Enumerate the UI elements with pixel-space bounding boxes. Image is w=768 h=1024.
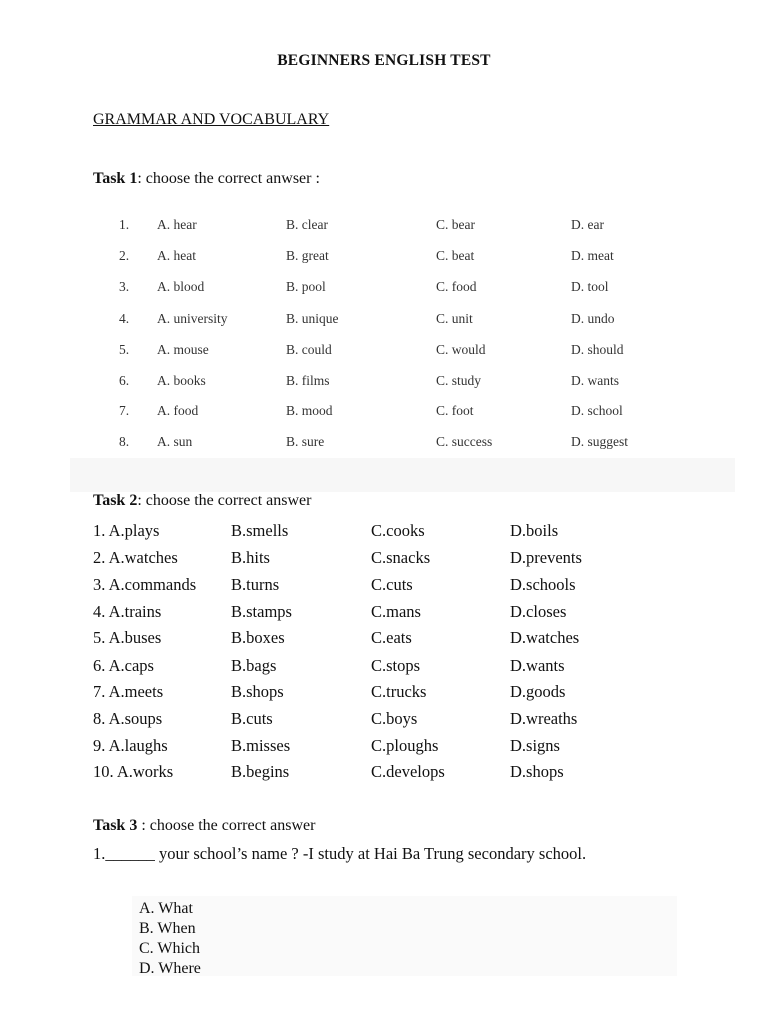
task2-option-a[interactable]: 1. A.plays bbox=[93, 521, 160, 540]
task2-option-d[interactable]: D.schools bbox=[510, 575, 576, 594]
task1-row bbox=[0, 311, 768, 331]
task1-label: Task 1 bbox=[93, 170, 138, 187]
task2-option-d[interactable]: D.watches bbox=[510, 628, 580, 647]
task1-option-b[interactable]: B. unique bbox=[286, 311, 339, 326]
option-c[interactable]: C. Which bbox=[139, 940, 201, 957]
task1-option-a[interactable]: A. university bbox=[157, 311, 228, 326]
task3-heading bbox=[93, 817, 315, 835]
task1-row bbox=[0, 434, 768, 454]
task2-option-d[interactable]: D.boils bbox=[510, 521, 559, 540]
task1-option-c[interactable]: C. study bbox=[436, 373, 482, 388]
task2-option-c[interactable]: C.snacks bbox=[371, 548, 431, 567]
task2-option-a[interactable]: 6. A.caps bbox=[93, 656, 154, 675]
task1-heading bbox=[93, 170, 320, 188]
task3-instruction: : choose the correct answer bbox=[137, 817, 316, 834]
task1-option-b[interactable]: B. clear bbox=[286, 217, 328, 232]
task2-heading bbox=[93, 492, 311, 510]
option-d[interactable]: D. Where bbox=[139, 960, 201, 977]
task2-option-b[interactable]: B.cuts bbox=[231, 709, 273, 728]
task2-row bbox=[0, 656, 768, 680]
task1-option-c[interactable]: C. bear bbox=[436, 217, 475, 232]
task2-option-d[interactable]: D.wreaths bbox=[510, 709, 578, 728]
task2-option-b[interactable]: B.hits bbox=[231, 548, 270, 567]
task2-option-c[interactable]: C.stops bbox=[371, 656, 421, 675]
option-b[interactable]: B. When bbox=[139, 920, 196, 937]
task1-option-a[interactable]: A. hear bbox=[157, 217, 197, 232]
task2-option-c[interactable]: C.cuts bbox=[371, 575, 413, 594]
task1-item-number: 1. bbox=[119, 217, 130, 232]
task2-option-a[interactable]: 9. A.laughs bbox=[93, 736, 168, 755]
task2-option-b[interactable]: B.boxes bbox=[231, 628, 285, 647]
task1-option-b[interactable]: B. mood bbox=[286, 403, 333, 418]
task2-option-c[interactable]: C.mans bbox=[371, 602, 421, 621]
task2-row bbox=[0, 709, 768, 733]
task2-option-c[interactable]: C.ploughs bbox=[371, 736, 439, 755]
task1-option-b[interactable]: B. films bbox=[286, 373, 330, 388]
task3-question: 1.______ your school’s name ? -I study at Hai Ba Trung secondary school. bbox=[93, 844, 587, 863]
task1-row bbox=[0, 279, 768, 299]
task1-row bbox=[0, 342, 768, 362]
task2-option-b[interactable]: B.bags bbox=[231, 656, 277, 675]
option-a[interactable]: A. What bbox=[139, 900, 193, 917]
task1-option-c[interactable]: C. unit bbox=[436, 311, 473, 326]
task1-option-b[interactable]: B. great bbox=[286, 248, 329, 263]
task1-scan-shadow bbox=[70, 458, 735, 492]
task1-option-d[interactable]: D. tool bbox=[571, 279, 609, 294]
task2-option-c[interactable]: C.boys bbox=[371, 709, 418, 728]
task2-row bbox=[0, 548, 768, 572]
task1-instruction: : choose the correct anwser : bbox=[137, 170, 320, 187]
task2-option-c[interactable]: C.cooks bbox=[371, 521, 425, 540]
task1-option-d[interactable]: D. should bbox=[571, 342, 624, 357]
task2-option-a[interactable]: 7. A.meets bbox=[93, 682, 164, 701]
task2-option-d[interactable]: D.shops bbox=[510, 762, 564, 781]
task1-option-c[interactable]: C. would bbox=[436, 342, 486, 357]
task2-row bbox=[0, 682, 768, 706]
task2-option-a[interactable]: 2. A.watches bbox=[93, 548, 178, 567]
task1-option-a[interactable]: A. food bbox=[157, 403, 199, 418]
task1-option-b[interactable]: B. could bbox=[286, 342, 332, 357]
task2-row bbox=[0, 762, 768, 786]
task2-option-a[interactable]: 4. A.trains bbox=[93, 602, 162, 621]
task2-row bbox=[0, 736, 768, 760]
task2-option-d[interactable]: D.signs bbox=[510, 736, 560, 755]
task2-option-b[interactable]: B.smells bbox=[231, 521, 289, 540]
task2-option-c[interactable]: C.eats bbox=[371, 628, 412, 647]
task1-option-c[interactable]: C. success bbox=[436, 434, 493, 449]
task2-option-b[interactable]: B.misses bbox=[231, 736, 291, 755]
task2-row bbox=[0, 521, 768, 545]
task2-option-b[interactable]: B.turns bbox=[231, 575, 280, 594]
task1-option-a[interactable]: A. heat bbox=[157, 248, 196, 263]
task2-option-a[interactable]: 3. A.commands bbox=[93, 575, 197, 594]
task3-options-shadow bbox=[132, 896, 677, 976]
task1-option-d[interactable]: D. school bbox=[571, 403, 623, 418]
task1-option-d[interactable]: D. meat bbox=[571, 248, 614, 263]
task1-item-number: 8. bbox=[119, 434, 130, 449]
task2-option-d[interactable]: D.goods bbox=[510, 682, 566, 701]
task1-row bbox=[0, 248, 768, 268]
task1-row bbox=[0, 403, 768, 423]
task1-option-d[interactable]: D. undo bbox=[571, 311, 615, 326]
task2-option-a[interactable]: 5. A.buses bbox=[93, 628, 162, 647]
page-title: BEGINNERS ENGLISH TEST bbox=[277, 52, 491, 69]
task3-label: Task 3 bbox=[93, 817, 138, 834]
task1-option-d[interactable]: D. wants bbox=[571, 373, 619, 388]
task2-option-a[interactable]: 10. A.works bbox=[93, 762, 174, 781]
task1-option-c[interactable]: C. beat bbox=[436, 248, 475, 263]
task1-item-number: 2. bbox=[119, 248, 130, 263]
task1-item-number: 6. bbox=[119, 373, 130, 388]
task1-option-a[interactable]: A. sun bbox=[157, 434, 193, 449]
task2-instruction: : choose the correct answer bbox=[137, 492, 312, 509]
task2-option-d[interactable]: D.closes bbox=[510, 602, 567, 621]
task2-option-b[interactable]: B.begins bbox=[231, 762, 290, 781]
task1-option-b[interactable]: B. pool bbox=[286, 279, 326, 294]
task2-row bbox=[0, 602, 768, 626]
task1-option-c[interactable]: C. foot bbox=[436, 403, 474, 418]
task1-option-a[interactable]: A. blood bbox=[157, 279, 205, 294]
task2-option-b[interactable]: B.stamps bbox=[231, 602, 292, 621]
task1-option-a[interactable]: A. mouse bbox=[157, 342, 209, 357]
task1-row bbox=[0, 217, 768, 237]
task2-option-a[interactable]: 8. A.soups bbox=[93, 709, 163, 728]
task2-row bbox=[0, 628, 768, 652]
task1-option-b[interactable]: B. sure bbox=[286, 434, 325, 449]
task1-option-d[interactable]: D. suggest bbox=[571, 434, 628, 449]
task2-option-c[interactable]: C.trucks bbox=[371, 682, 427, 701]
section-heading: GRAMMAR AND VOCABULARY bbox=[93, 111, 330, 128]
task2-option-d[interactable]: D.prevents bbox=[510, 548, 582, 567]
task1-option-c[interactable]: C. food bbox=[436, 279, 477, 294]
task1-item-number: 3. bbox=[119, 279, 130, 294]
task1-option-a[interactable]: A. books bbox=[157, 373, 206, 388]
task2-option-d[interactable]: D.wants bbox=[510, 656, 565, 675]
task2-row bbox=[0, 575, 768, 599]
task2-option-c[interactable]: C.develops bbox=[371, 762, 445, 781]
task1-row bbox=[0, 373, 768, 393]
task1-item-number: 5. bbox=[119, 342, 130, 357]
task2-option-b[interactable]: B.shops bbox=[231, 682, 284, 701]
task1-item-number: 4. bbox=[119, 311, 130, 326]
task1-item-number: 7. bbox=[119, 403, 130, 418]
task2-label: Task 2 bbox=[93, 492, 138, 509]
task1-option-d[interactable]: D. ear bbox=[571, 217, 604, 232]
